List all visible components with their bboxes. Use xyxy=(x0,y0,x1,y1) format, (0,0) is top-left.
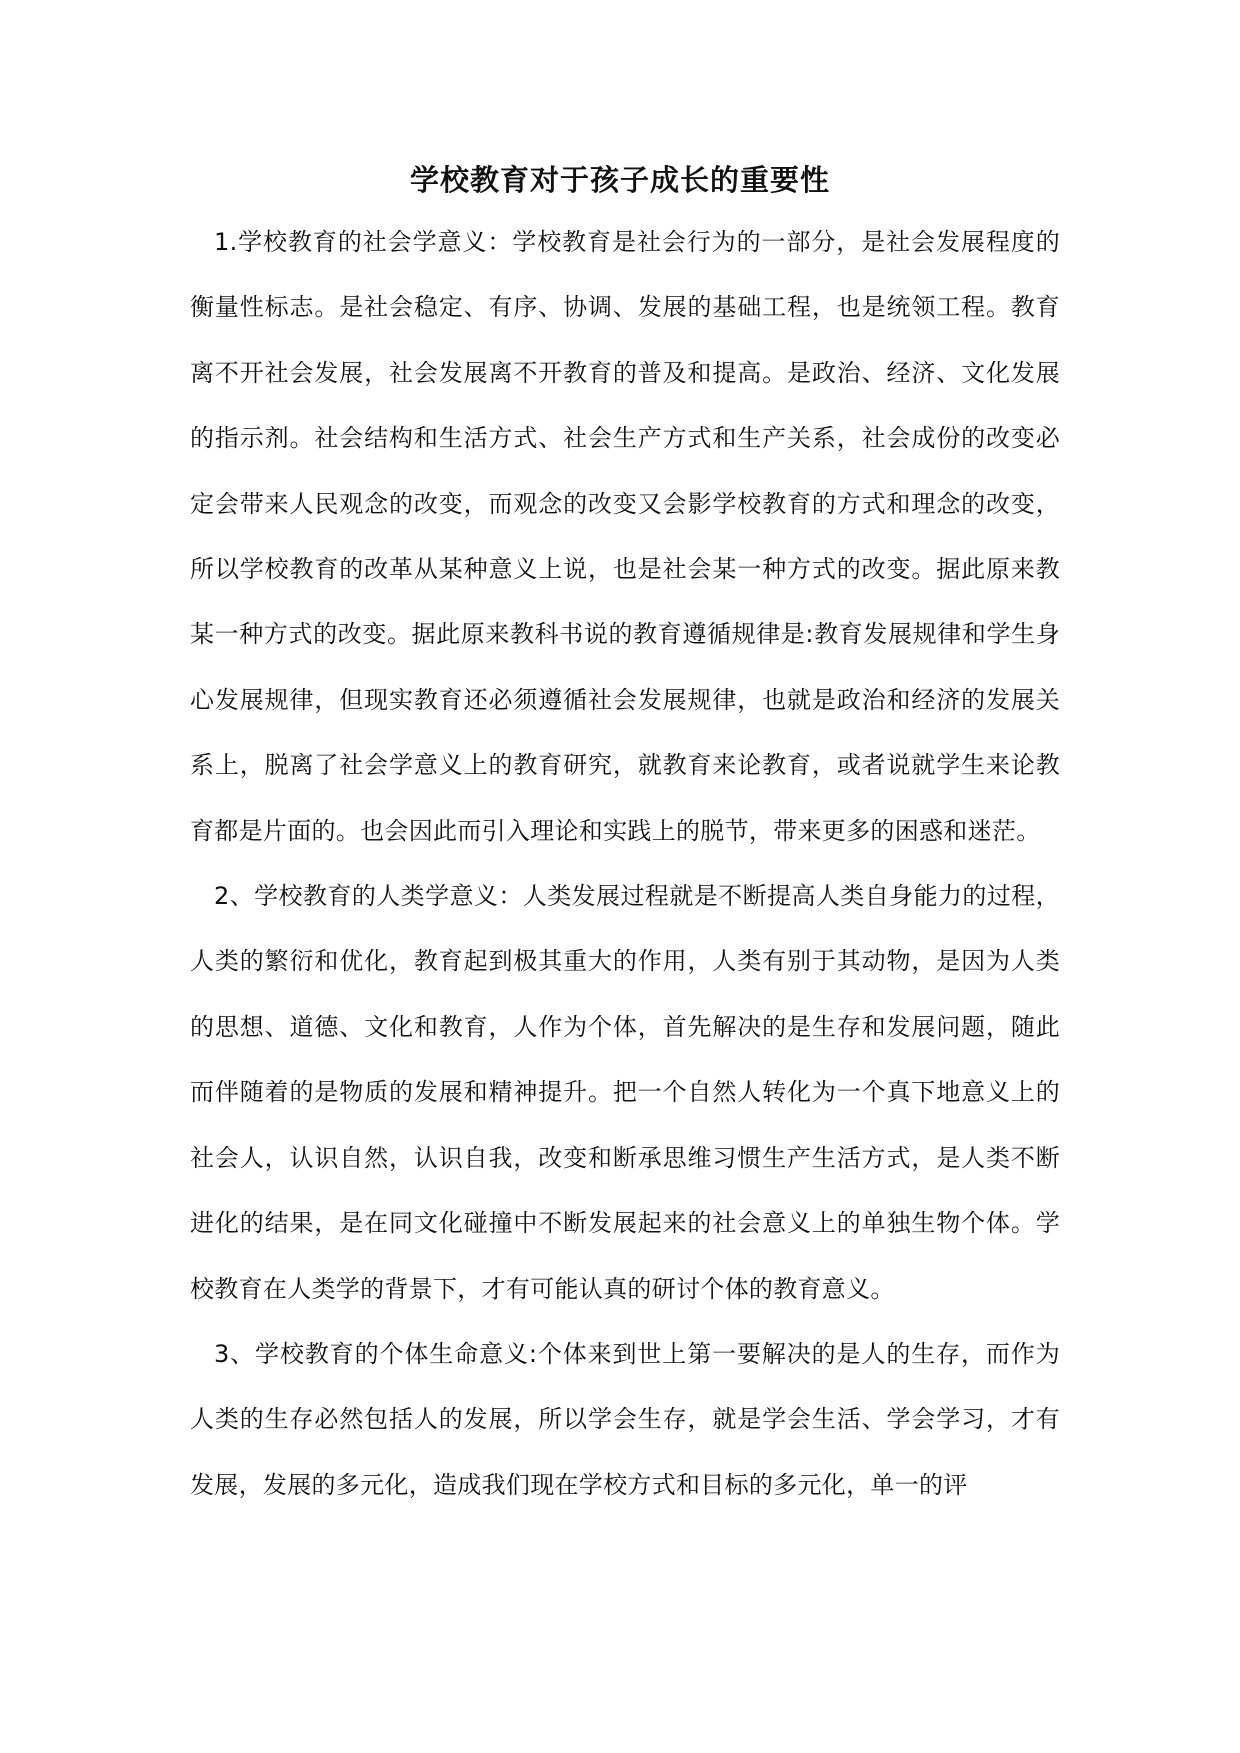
paragraph-sociology: 1.学校教育的社会学意义：学校教育是社会行为的一部分，是社会发展程度的衡量性标志。是社会稳定、有序、协调、发展的基础工程，也是统领工程。教育离不开社会发展，社会发展离不开教育的普及和提高。是政治、经济、文化发展的指示剂。社会结构和生活方式、社会生产方式和生产关系，社会成份的改变必定会带来人民观念的改变，而观念的改变又会影学校教育的方式和理念的改变，所以学校教育的改革从某种意义上说，也是社会某一种方式的改变。据此原来教某一种方式的改变。据此原来教科书说的教育遵循规律是:教育发展规律和学生身心发展规律，但现实教育还必须遵循社会发展规律，也就是政治和经济的发展关系上，脱离了社会学意义上的教育研究，就教育来论教育，或者说就学生来论教育都是片面的。也会因此而引入理论和实践上的脱节，带来更多的困惑和迷茫。 xyxy=(190,228,1060,845)
document-body xyxy=(190,210,1060,1518)
page-title: 学校教育对于孩子成长的重要性 xyxy=(409,163,830,197)
paragraph-individual-life: 3、学校教育的个体生命意义:个体来到世上第一要解决的是人的生存，而作为人类的生存必然包括人的发展，所以学会生存，就是学会生活、学会学习，才有发展，发展的多元化，造成我们现在学校方式和目标的多元化，单一的评 xyxy=(190,1339,1060,1499)
paragraph-anthropology: 2、学校教育的人类学意义：人类发展过程就是不断提高人类自身能力的过程，人类的繁衍和优化，教育起到极其重大的作用，人类有别于其动物，是因为人类的思想、道德、文化和教育，人作为个体，首先解决的是生存和发展问题，随此而伴随着的是物质的发展和精神提升。把一个自然人转化为一个真下地意义上的社会人，认识自然，认识自我，改变和断承思维习惯生产生活方式，是人类不断进化的结果，是在同文化碰撞中不断发展起来的社会意义上的单独生物个体。学校教育在人类学的背景下，才有可能认真的研讨个体的教育意义。 xyxy=(190,882,1060,1303)
